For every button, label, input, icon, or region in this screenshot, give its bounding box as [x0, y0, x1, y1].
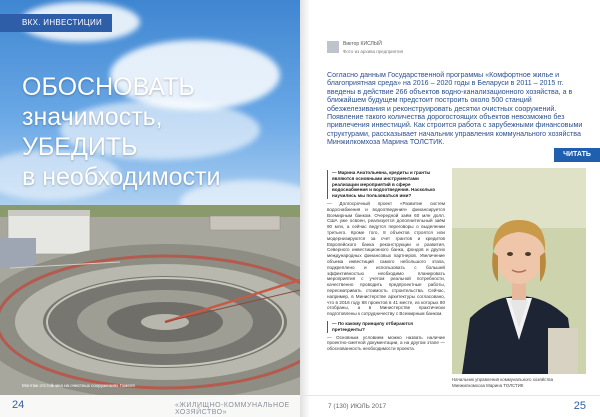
interview-question: — По какому принципу отбираются претенденты? — [327, 321, 445, 333]
magazine-name: «ЖИЛИЩНО-КОММУНАЛЬНОЕ ХОЗЯЙСТВО» — [175, 402, 290, 416]
portrait-illustration — [452, 168, 586, 374]
section-tag: ВКХ. ИНВЕСТИЦИИ — [0, 14, 112, 32]
headline — [22, 72, 292, 192]
article-lead: Согласно данным Государственной программы «Комфортное жилье и благоприятная среда» на 2016 – 2020 годы в Беларуси в 2011 – 2015 гг. введены в действие 266 объектов водно-канализационного хозяйства, а в ближайшем будущем предстоит построить около 500 станций обезжелезивания и реконструировать десятки очистных сооружений. Появление такого количества дорогостоящих объектов невозможно без привлечения инвестиций. Как строится работа с зарубежными финансовыми структурами, рассказывает начальник управления коммунального хозяйства Минжилкомхоза Марина ТОЛСТИК. — [327, 71, 583, 147]
interview-answer: — Основным условием можно назвать наличие проектно-сметной документации, а на другом этапе — обоснованность необходимости проекта. — [327, 334, 445, 352]
page-number: 25 — [573, 400, 586, 412]
headline-line: в необходимости — [22, 163, 221, 191]
page-fold — [300, 0, 310, 417]
right-page — [300, 0, 600, 417]
read-button[interactable]: ЧИТАТЬ — [554, 148, 600, 162]
author-name: Виктор КИСЛЫЙ — [343, 41, 382, 47]
page-number: 24 — [12, 399, 25, 411]
photo-credit: Фото из архива предприятия — [343, 49, 404, 54]
portrait-photo — [452, 168, 586, 374]
footer-left — [0, 395, 300, 417]
author-mark-icon — [327, 41, 339, 53]
footer-right — [300, 395, 600, 417]
portrait-caption: Начальник управления коммунального хозяйства Минжилкомхоза Марина ТОЛСТИК — [452, 377, 554, 388]
headline-line: значимость, — [22, 103, 163, 131]
interview-answer: — Долгосрочный проект «Развитие систем водоснабжения и водоотведения» финансируется Всемирным банком. Очередной заём 60 млн долл. США уже освоен, реализуется дополнительный заём 90 млн, а сейчас ведутся переговоры о выделении третьего. Кроме того, 8 объектов строятся или модернизируются за счет грантов и кредитов Европейского банка реконструкции и развития, Северного инвестиционного банка, фондов и других международных финансовых партнеров. Увеличение объема инвестиций самого небольшого этапа, подкреплено и использовать с большей эффективностью необходимо планировать мероприятия с учетом реальной потребности, качественно проводить предпроектные работы, пересматривать стоимость строительства. Сейчас, например, в Министерстве архитектуры согласовано, что в 2016 году 88 проектов в 41 месте, из которых 80 отобраны, а в Министерстве практически подготовлены к сотрудничеству с Всемирным банком. — [327, 200, 445, 317]
headline-line: УБЕДИТЬ — [22, 133, 138, 161]
photo-caption: Монтаж отстойника на очистных сооружениях Гомеля — [22, 383, 135, 388]
interview-question: — Марина Анатольевна, кредиты и гранты являются основными инструментами реализации мероприятий в сфере водоснабжения и водоотведения. Насколько научились мы пользоваться ими? — [327, 170, 445, 199]
issue-info: 7 (130) ИЮЛЬ 2017 — [328, 403, 387, 410]
headline-line: ОБОСНОВАТЬ — [22, 73, 195, 101]
interview-column — [327, 170, 445, 396]
